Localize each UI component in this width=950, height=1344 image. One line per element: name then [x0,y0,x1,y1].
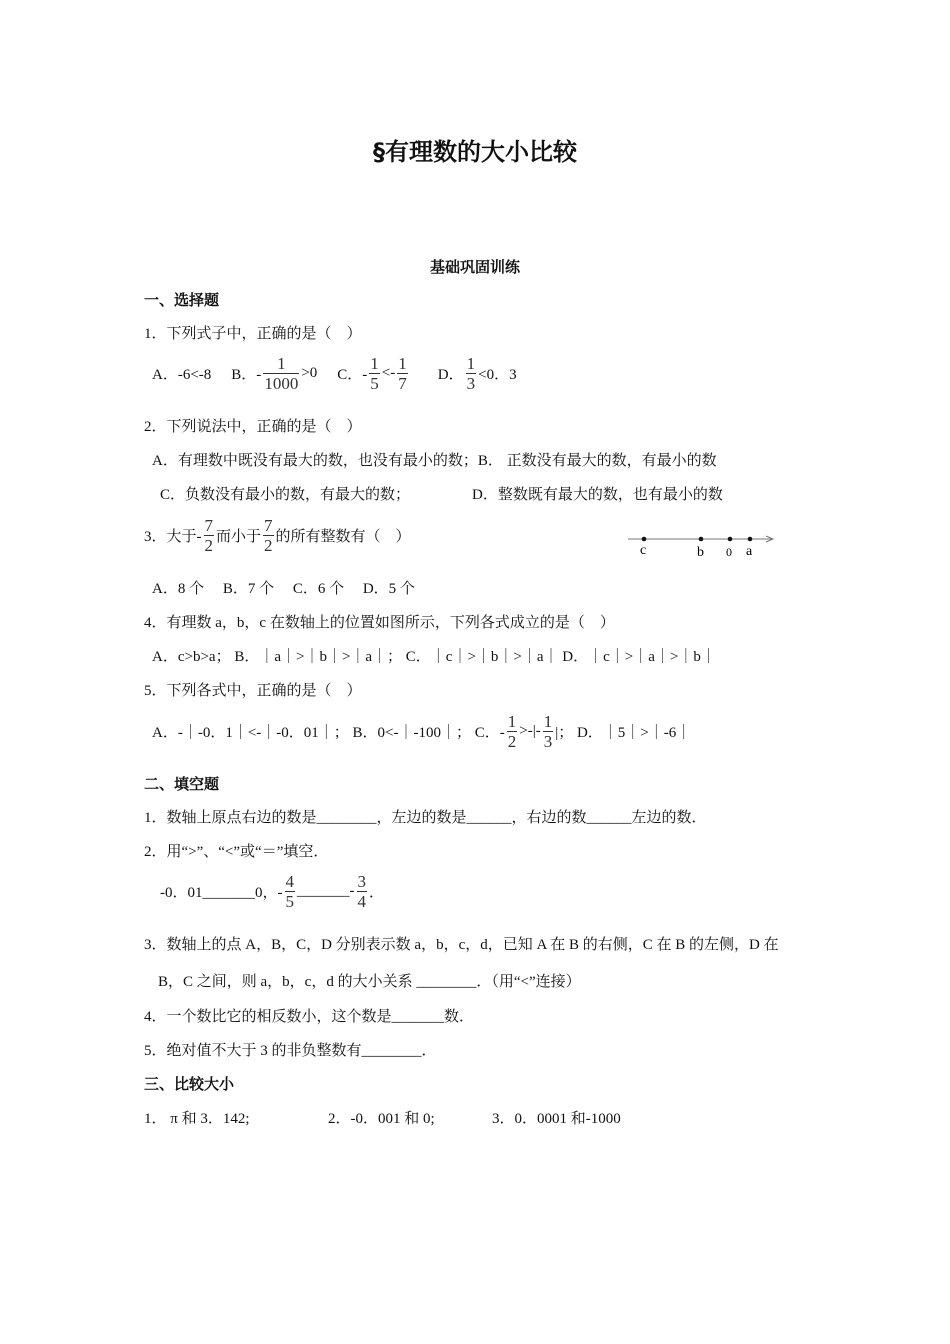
point-b [699,537,704,542]
fraction-denominator: 5 [370,374,379,393]
fraction-denominator: 3 [543,732,553,751]
compare-item-1: 1． π 和 3．142; [144,1111,250,1127]
q3-stem-suffix: 的所有整数有（ ） [275,529,411,545]
fraction-denominator: 7 [398,374,407,393]
q1-option-d-prefix: D． [437,367,464,383]
fill-q1: 1．数轴上原点右边的数是________，左边的数是______，右边的数______左边的数． [144,810,707,826]
section-heading-compare: 三、比较大小 [144,1075,235,1093]
compare-item-3: 3．0．0001 和-1000 [492,1111,621,1127]
fill-q4: 4．一个数比它的相反数小，这个数是_______数． [144,1009,475,1025]
point-origin [728,537,733,542]
number-line-figure [626,528,776,558]
q3-fraction-2 [263,516,274,555]
fraction-numerator: 1 [466,354,476,373]
fraction-numerator: 1 [398,354,407,373]
q1-option-b-suffix: >0 [301,365,318,381]
fill-q2: 2．用“>”、“<”或“＝”填空． [144,844,329,860]
q3-options: A．8 个 B．7 个 C．6 个 D．5 个 [152,581,415,597]
q3-fraction-1 [204,516,215,555]
compare-item-2: 2．-0．001 和 0; [328,1111,435,1127]
fraction-denominator: 3 [466,374,476,393]
fraction-numerator: 1 [277,354,286,373]
fraction-numerator: 7 [264,516,273,535]
fill-q3-line1: 3．数轴上的点 A，B，C，D 分别表示数 a，b，c，d，已知 A 在 B 的右侧，C 在 B 的左侧，D 在 [144,937,779,953]
q4-stem: 4．有理数 a，b，c 在数轴上的位置如图所示，下列各式成立的是（ ） [144,615,615,631]
q3-stem-middle: 而小于 [216,529,262,545]
fraction-denominator: 2 [264,536,273,555]
label-c: c [640,543,647,558]
q1-options [152,354,517,393]
q1-option-c-middle: <- [381,365,396,381]
fraction-numerator: 1 [370,354,379,373]
fill-q2-prefix: -0．01_______0，- [160,885,283,901]
q5-option-d: |； D．｜5｜>｜-6｜ [555,725,692,741]
fraction-denominator: 2 [507,732,517,751]
fraction-numerator: 1 [543,712,553,731]
fill-q2-fraction-1 [285,872,296,911]
q1-option-c-prefix: C．- [337,367,368,383]
fraction-numerator: 1 [507,712,517,731]
q1-stem: 1．下列式子中，正确的是（ ） [144,326,362,342]
q1-option-b-fraction [263,354,299,393]
section-heading-fill: 二、填空题 [144,775,220,793]
point-a [748,537,753,542]
fill-q3-line2: B，C 之间，则 a，b，c，d 的大小关系 ________．（用“<”连接） [158,974,581,990]
q2-option-c: C．负数没有最小的数，有最大的数； [160,487,411,503]
q3-stem [144,516,411,555]
q5-option-c-middle: >-|- [519,723,541,739]
fill-q5: 5．绝对值不大于 3 的非负整数有________． [144,1043,437,1059]
point-c [642,537,647,542]
fraction-denominator: 4 [357,892,366,911]
fraction-denominator: 1000 [264,374,299,393]
fraction-numerator: 3 [357,872,366,891]
q5-stem: 5．下列各式中，正确的是（ ） [144,683,362,699]
q2-option-d: D．整数既有最大的数，也有最小的数 [472,487,723,503]
q1-option-d-suffix: <0．3 [478,367,517,383]
q1-option-c-fraction-1 [369,354,380,393]
fraction-denominator: 5 [285,892,294,911]
q2-options-line1: A．有理数中既没有最大的数，也没有最小的数；B． 正数没有最大的数，有最小的数 [152,453,717,469]
label-a: a [746,544,753,558]
q2-stem: 2．下列说法中，正确的是（ ） [144,419,362,435]
fill-q2-expression [160,872,384,911]
section-heading-choice: 一、选择题 [144,291,220,309]
label-b: b [697,545,704,558]
fill-q2-suffix: ． [369,885,385,901]
fraction-denominator: 2 [204,536,213,555]
q5-options-ab: A．-｜-0．1｜<-｜-0．01｜； B．0<-｜-100｜； C．- [152,725,505,741]
section-subtitle: 基础巩固训练 [429,258,520,276]
page-title: §有理数的大小比较 [373,138,577,166]
fraction-numerator: 4 [285,872,294,891]
q3-stem-prefix: 3．大于- [144,529,202,545]
q5-options [152,712,691,751]
q1-option-c-fraction-2 [397,354,408,393]
label-zero: 0 [726,545,732,558]
fraction-numerator: 7 [204,516,213,535]
q4-options: A．c>b>a； B．｜a｜>｜b｜>｜a｜； C．｜c｜>｜b｜>｜a｜ D．｜c｜>｜a｜>｜b｜ [152,649,716,665]
q5-fraction-1 [507,712,518,751]
fill-q2-fraction-2 [357,872,368,911]
q1-option-b-prefix: B．- [231,367,262,383]
q5-fraction-2 [543,712,554,751]
q1-option-d-fraction [466,354,477,393]
fill-q2-middle: _______- [297,883,355,899]
q1-option-a: A．-6<-8 [152,367,212,383]
